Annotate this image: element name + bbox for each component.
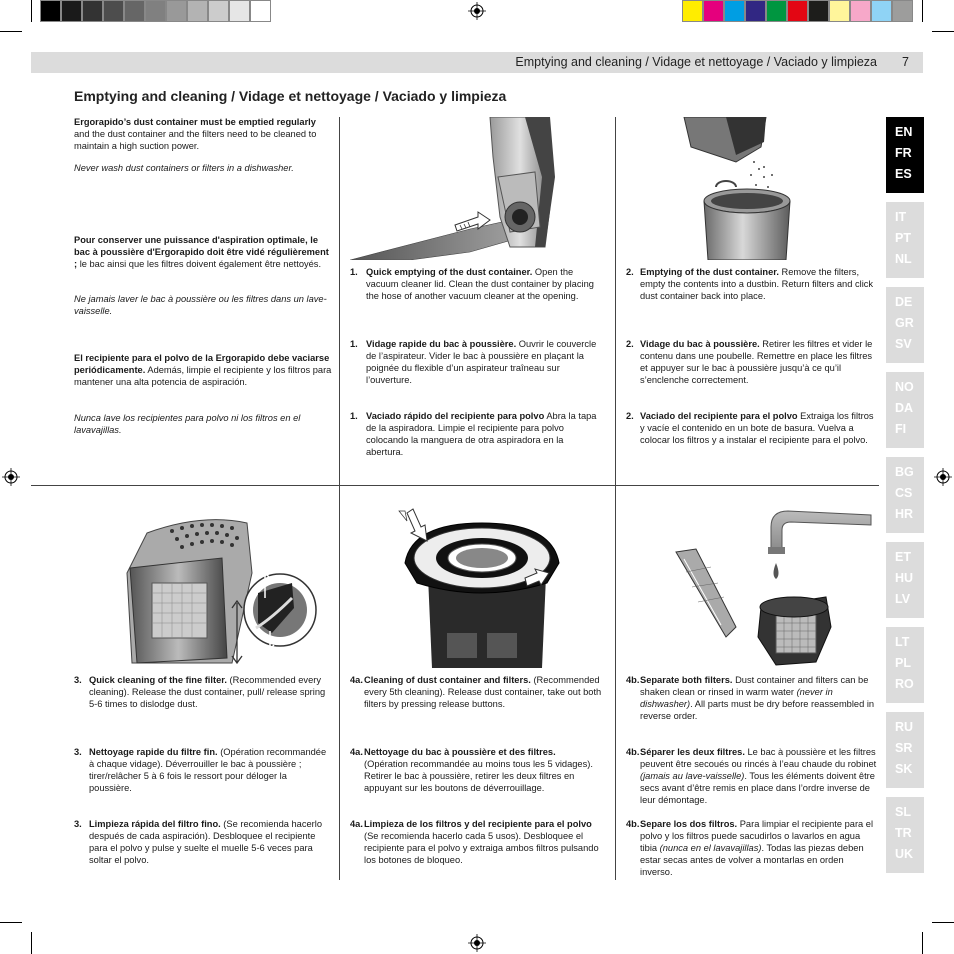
language-tab-bg-cs-hr[interactable] <box>886 457 924 533</box>
column-divider <box>339 117 340 485</box>
grey-swatch <box>82 0 103 22</box>
illustration-fine-filter <box>72 513 328 669</box>
running-title: Emptying and cleaning / Vidage et nettoyage / Vaciado y limpieza <box>515 55 877 69</box>
step-2-fr: 2. Vidage du bac à poussière. Retirer les filtres et vider le contenu dans une poubelle. Remettre en place les filtres et appuyer sur le bac à poussière jusqu’à ce qu’il s’enclenche correctement. <box>626 339 873 385</box>
step-4b-en: 4b. Separate both filters. Dust container and filters can be shaken clean or rinsed in warm water (never in dishwasher). All parts must be dry before reassembled in reverse order. <box>626 675 875 721</box>
language-tab-de-gr-sv[interactable] <box>886 287 924 363</box>
language-code: LV <box>895 592 911 606</box>
illustration-rinse-filters <box>626 497 876 669</box>
crop-mark <box>0 31 22 32</box>
illustration-emptying-dustbin <box>626 117 876 260</box>
crop-mark <box>31 0 32 22</box>
step-4a-es: 4a. Limpieza de los filtros y del recipiente para el polvo (Se recomienda hacerlo cada 5 usos). Desbloquee el recipiente para el polvo y extraiga ambos filtros pulsando los botones de bloqueo. <box>350 819 599 865</box>
color-swatch <box>808 0 829 22</box>
language-code: ET <box>895 550 911 564</box>
step-1-fr: 1. Vidage rapide du bac à poussière. Ouvrir le couvercle de l’aspirateur. Vider le bac à poussière en plaçant la poignée du flexible d’un aspirateur traîneau sur l’ouverture. <box>350 339 597 385</box>
grey-swatch <box>124 0 145 22</box>
language-code: NL <box>895 252 912 266</box>
language-code: CS <box>895 486 913 500</box>
language-code: GR <box>895 316 914 330</box>
language-code: NO <box>895 380 914 394</box>
crop-mark <box>0 922 22 923</box>
color-swatch <box>829 0 850 22</box>
step-4b-fr: 4b. Séparer les deux filtres. Le bac à poussière et les filtres peuvent être secoués ou rincés à l’eau chaude du robinet (jamais au lave-vaisselle). Tous les éléments doivent être secs avant d’être remis en place dans l’ordre inverse de leur démontage. <box>626 747 877 805</box>
language-code: FR <box>895 146 912 160</box>
grey-swatch <box>61 0 82 22</box>
intro-fr-note: Ne jamais laver le bac à poussière ou les filtres dans un lave-vaisselle. <box>74 294 327 316</box>
language-code: UK <box>895 847 914 861</box>
running-header <box>31 52 923 73</box>
grey-swatch <box>166 0 187 22</box>
step-4a-fr: 4a. Nettoyage du bac à poussière et des filtres. (Opération recommandée au moins tous les 5 vidages). Retirer le bac à poussière, retirer les deux filtres en appuyant sur les boutons de déverrouillage. <box>350 747 593 793</box>
language-code: DE <box>895 295 913 309</box>
color-swatch <box>724 0 745 22</box>
grey-swatch <box>40 0 61 22</box>
intro-es-note: Nunca lave los recipientes para polvo ni los filtros en el lavavajillas. <box>74 413 301 435</box>
language-code: DA <box>895 401 914 415</box>
language-code: BG <box>895 465 914 479</box>
column-divider <box>615 486 616 880</box>
language-code: IT <box>895 210 907 224</box>
language-code: HR <box>895 507 914 521</box>
language-tab-sl-tr-uk[interactable] <box>886 797 924 873</box>
color-swatch <box>682 0 703 22</box>
language-tab-et-hu-lv[interactable] <box>886 542 924 618</box>
registration-target-icon <box>934 468 952 486</box>
crop-mark <box>932 922 954 923</box>
language-code: SR <box>895 741 913 755</box>
illustration-quick-emptying <box>350 117 603 260</box>
color-swatch <box>703 0 724 22</box>
language-tab-ru-sr-sk[interactable] <box>886 712 924 788</box>
grey-swatch <box>208 0 229 22</box>
step-4b-es: 4b. Separe los dos filtros. Para limpiar el recipiente para el polvo y los filtros puede sacudirlos o lavarlos en agua tibia (nunca en el lavavajillas). Todas las piezas deben estar secas antes de volver a montarlas en orden inverso. <box>626 819 874 877</box>
intro-es: El recipiente para el polvo de la Ergorapido debe vaciarse periódicamente. Además, limpie el recipiente y los filtros para mantener una alta potencia de aspiración. <box>74 353 332 387</box>
language-code: PT <box>895 231 911 245</box>
color-swatch <box>787 0 808 22</box>
intro-en-note: Never wash dust containers or filters in a dishwasher. <box>74 163 294 173</box>
color-swatch <box>745 0 766 22</box>
color-swatch <box>766 0 787 22</box>
color-swatch <box>892 0 913 22</box>
language-tab-en-fr-es[interactable] <box>886 117 924 193</box>
step-1-en: 1. Quick emptying of the dust container. Open the vacuum cleaner lid. Clean the dust container by placing the hose of another vacuum cleaner at the opening. <box>350 267 594 301</box>
language-code: SK <box>895 762 913 776</box>
column-divider <box>339 486 340 880</box>
page-title: Emptying and cleaning / Vidage et nettoyage / Vaciado y limpieza <box>74 88 507 104</box>
language-code: PL <box>895 656 911 670</box>
language-tab-it-pt-nl[interactable] <box>886 202 924 278</box>
step-3-en: 3. Quick cleaning of the fine filter. (Recommended every cleaning). Release the dust container, pull/ release spring 5-6 times to dislodge dust. <box>74 675 326 709</box>
grey-swatch <box>250 0 271 22</box>
language-tab-lt-pl-ro[interactable] <box>886 627 924 703</box>
step-2-es: 2. Vaciado del recipiente para el polvo Extraiga los filtros y vacíe el contenido en un bote de basura. Vuelva a colocar los filtros y a instalar el recipiente para el polvo. <box>626 411 874 445</box>
language-code: SV <box>895 337 912 351</box>
language-code: ES <box>895 167 912 181</box>
grey-swatch <box>187 0 208 22</box>
registration-target-icon <box>2 468 20 486</box>
registration-target-icon <box>468 934 486 952</box>
color-swatch <box>871 0 892 22</box>
column-divider <box>615 117 616 485</box>
language-code: RU <box>895 720 914 734</box>
color-swatch <box>850 0 871 22</box>
language-code: HU <box>895 571 914 585</box>
crop-mark <box>922 0 923 22</box>
step-2-en: 2. Emptying of the dust container. Remove the filters, empty the contents into a dustbin. Return filters and click dust container back into place. <box>626 267 874 301</box>
language-code: TR <box>895 826 912 840</box>
step-1-es: 1. Vaciado rápido del recipiente para polvo Abra la tapa de la aspiradora. Limpie el recipiente para polvo colocando la manguera de otra aspiradora en la abertura. <box>350 411 597 457</box>
language-code: RO <box>895 677 914 691</box>
registration-target-icon <box>468 2 486 20</box>
crop-mark <box>922 932 923 954</box>
page-number: 7 <box>902 55 909 69</box>
step-4a-en: 4a. Cleaning of dust container and filters. (Recommended every 5th cleaning). Release dust container, take out both filters by pressing release buttons. <box>350 675 602 709</box>
intro-en: Ergorapido’s dust container must be emptied regularly and the dust container and the filters need to be cleaned to maintain a high suction power. <box>74 117 317 151</box>
step-3-fr: 3. Nettoyage rapide du filtre fin. (Opération recommandée à chaque vidage). Déverrouiller le bac à poussière ; tirer/relâcher 5 à 6 fois le ressort pour déloger la poussière. <box>74 747 327 793</box>
grey-swatch <box>229 0 250 22</box>
grey-swatch <box>103 0 124 22</box>
illustration-dust-container-filters <box>357 503 602 668</box>
grey-swatch <box>145 0 166 22</box>
row-divider <box>31 485 879 486</box>
language-code: FI <box>895 422 907 436</box>
crop-mark <box>932 31 954 32</box>
language-code: LT <box>895 635 910 649</box>
language-code: SL <box>895 805 911 819</box>
crop-mark <box>31 932 32 954</box>
language-tab-no-da-fi[interactable] <box>886 372 924 448</box>
intro-fr: Pour conserver une puissance d'aspiration optimale, le bac à poussière d'Ergorapido doit être vidé régulièrement ; le bac ainsi que les filtres doivent également être nettoyés. <box>74 235 329 269</box>
step-3-es: 3. Limpieza rápida del filtro fino. (Se recomienda hacerlo después de cada aspiración). Desbloquee el recipiente para el polvo y pulse y suelte el muelle 5-6 veces para soltar el polvo. <box>74 819 323 865</box>
language-code: EN <box>895 125 913 139</box>
